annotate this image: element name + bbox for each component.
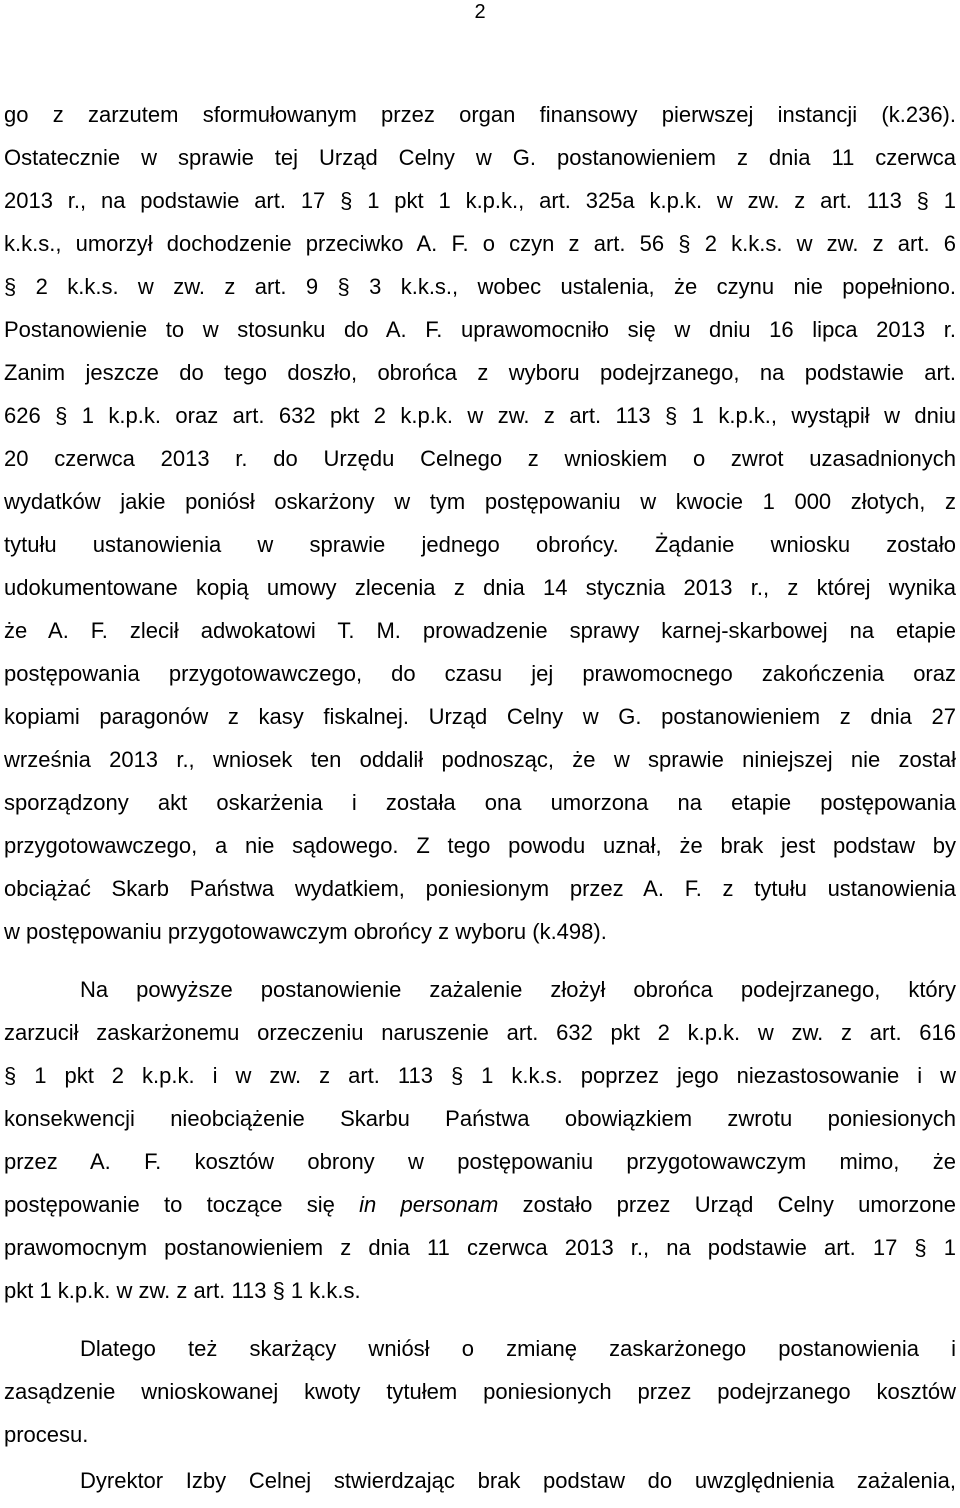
text-line: wydatków jakie poniósł oskarżony w tym postępowaniu w kwocie 1 000 złotych, z <box>4 489 956 514</box>
text-line: Postanowienie to w stosunku do A. F. uprawomocniło się w dniu 16 lipca 2013 r. <box>4 317 956 342</box>
text-line-with-italic <box>4 1190 956 1220</box>
text-line: procesu. <box>4 1422 89 1447</box>
text-line: § 1 pkt 2 k.p.k. i w zw. z art. 113 § 1 k.k.s. poprzez jego niezastosowanie i w <box>4 1063 956 1088</box>
text-segment: postępowanie to toczące się <box>4 1192 360 1217</box>
paragraph-first-line: Na powyższe postanowienie zażalenie złożył obrońca podejrzanego, który <box>80 977 956 1002</box>
text-line: § 2 k.k.s. w zw. z art. 9 § 3 k.k.s., wobec ustalenia, że czynu nie popełniono. <box>4 274 956 299</box>
text-line: przez A. F. kosztów obrony w postępowaniu przygotowawczym mimo, że <box>4 1149 956 1174</box>
text-line: udokumentowane kopią umowy zlecenia z dnia 14 stycznia 2013 r., z której wynika <box>4 575 956 600</box>
text-line: zarzucił zaskarżonemu orzeczeniu naruszenie art. 632 pkt 2 k.p.k. w zw. z art. 616 <box>4 1020 956 1045</box>
text-line: 20 czerwca 2013 r. do Urzędu Celnego z wnioskiem o zwrot uzasadnionych <box>4 446 956 471</box>
text-line: 2013 r., na podstawie art. 17 § 1 pkt 1 k.p.k., art. 325a k.p.k. w zw. z art. 113 § 1 <box>4 188 956 213</box>
text-line: prawomocnym postanowieniem z dnia 11 czerwca 2013 r., na podstawie art. 17 § 1 <box>4 1235 956 1260</box>
text-line: Ostatecznie w sprawie tej Urząd Celny w G. postanowieniem z dnia 11 czerwca <box>4 145 956 170</box>
paragraph-first-line: Dyrektor Izby Celnej stwierdzając brak podstaw do uwzględnienia zażalenia, <box>80 1468 956 1493</box>
text-line: w postępowaniu przygotowawczym obrońcy z wyboru (k.498). <box>4 919 607 944</box>
text-line: sporządzony akt oskarżenia i została ona umorzona na etapie postępowania <box>4 790 956 815</box>
text-line: zasądzenie wnioskowanej kwoty tytułem poniesionych przez podejrzanego kosztów <box>4 1379 956 1404</box>
text-line: obciążać Skarb Państwa wydatkiem, poniesionym przez A. F. z tytułu ustanowienia <box>4 876 956 901</box>
text-segment: zostało przez Urząd Celny umorzone <box>498 1192 956 1217</box>
text-line: przygotowawczego, a nie sądowego. Z tego powodu uznał, że brak jest podstaw by <box>4 833 956 858</box>
italic-latin-phrase: in personam <box>359 1192 499 1217</box>
text-line: że A. F. zlecił adwokatowi T. M. prowadzenie sprawy karnej-skarbowej na etapie <box>4 618 956 643</box>
paragraph-first-line: Dlatego też skarżący wniósł o zmianę zaskarżonego postanowienia i <box>80 1336 956 1361</box>
text-line: konsekwencji nieobciążenie Skarbu Państwa obowiązkiem zwrotu poniesionych <box>4 1106 956 1131</box>
text-line: pkt 1 k.p.k. w zw. z art. 113 § 1 k.k.s. <box>4 1278 361 1303</box>
text-line: kopiami paragonów z kasy fiskalnej. Urząd Celny w G. postanowieniem z dnia 27 <box>4 704 956 729</box>
text-line: 626 § 1 k.p.k. oraz art. 632 pkt 2 k.p.k. w zw. z art. 113 § 1 k.p.k., wystąpił w dniu <box>4 403 956 428</box>
text-line: Zanim jeszcze do tego doszło, obrońca z wyboru podejrzanego, na podstawie art. <box>4 360 956 385</box>
text-line: go z zarzutem sformułowanym przez organ finansowy pierwszej instancji (k.236). <box>4 102 956 127</box>
text-line: września 2013 r., wniosek ten oddalił podnosząc, że w sprawie niniejszej nie został <box>4 747 956 772</box>
text-line: postępowania przygotowawczego, do czasu jej prawomocnego zakończenia oraz <box>4 661 956 686</box>
page-number: 2 <box>474 1 486 23</box>
text-line: tytułu ustanowienia w sprawie jednego obrońcy. Żądanie wniosku zostało <box>4 532 956 557</box>
text-line: k.k.s., umorzył dochodzenie przeciwko A. F. o czyn z art. 56 § 2 k.k.s. w zw. z art. 6 <box>4 231 956 256</box>
